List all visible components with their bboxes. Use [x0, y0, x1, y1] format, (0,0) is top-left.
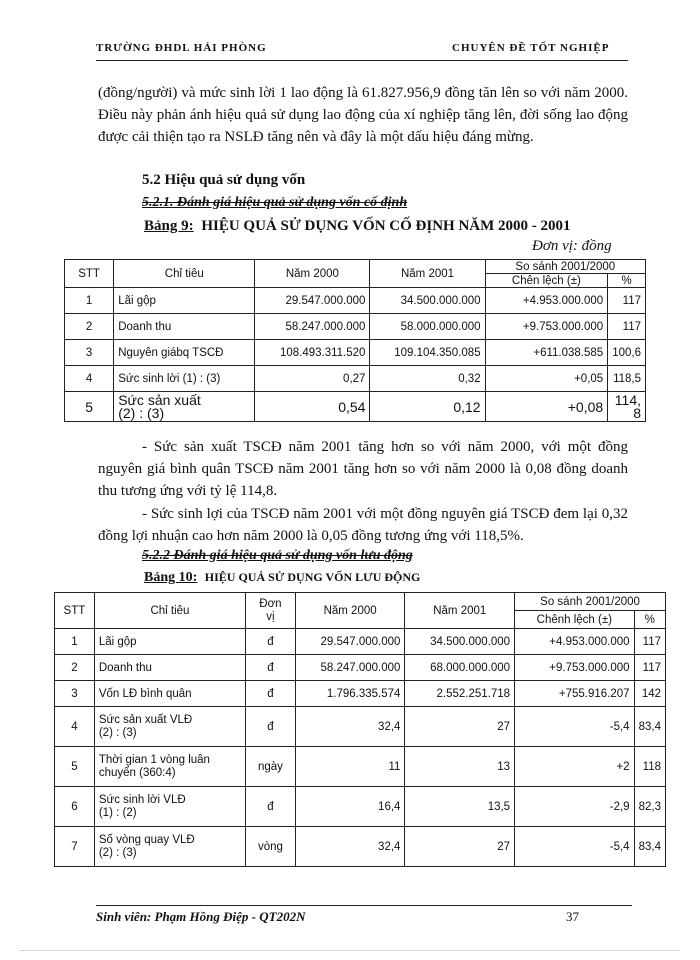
table10-header-indicator: Chỉ tiêu — [94, 593, 245, 629]
cell-indicator-line2: chuyển (360:4) — [98, 766, 176, 779]
table10 — [54, 592, 666, 867]
table-row — [65, 392, 646, 422]
cell-2000: 16,4 — [295, 787, 405, 827]
cell-2000: 0,27 — [255, 366, 370, 392]
table9-header-indicator: Chỉ tiêu — [114, 260, 255, 288]
cell-indicator-line1: Sức sản xuất VLĐ — [98, 713, 193, 726]
table9-caption — [144, 218, 571, 235]
table9-unit: Đơn vị: đồng — [532, 238, 612, 254]
cell-stt: 3 — [55, 681, 95, 707]
cell-pct: 82,3 — [634, 787, 665, 827]
cell-pct: 83,4 — [634, 707, 665, 747]
table10-header-pct: % — [634, 611, 665, 629]
cell-stt: 5 — [65, 392, 114, 422]
cell-stt: 2 — [55, 655, 95, 681]
cell-unit: đ — [246, 707, 296, 747]
cell-indicator: Lãi gộp — [94, 629, 245, 655]
table9-title: HIỆU QUẢ SỬ DỤNG VỐN CỐ ĐỊNH NĂM 2000 - 2001 — [201, 218, 571, 234]
intro-paragraph: (đồng/người) và mức sinh lời 1 lao động là 61.827.956,9 đồng tăn lên so với năm 2000. Điều này phản ánh hiệu quả sử dụng lao động của xí nghiệp tăng lên, đời sống lao động được cải thiện tạo ra NSLĐ tăng nên và đây là một dấu hiệu đáng mừng. — [98, 85, 628, 145]
table10-header-stt: STT — [55, 593, 95, 629]
page-bottom-edge — [20, 950, 680, 951]
cell-indicator-line2: (1) : (2) — [98, 806, 137, 819]
cell-diff: +2 — [515, 747, 634, 787]
header-school: TRƯỜNG ĐHDL HẢI PHÒNG — [96, 42, 267, 54]
table10-header-compare: So sánh 2001/2000 — [515, 593, 666, 611]
cell-unit: vòng — [246, 827, 296, 867]
table10-header-2000: Năm 2000 — [295, 593, 405, 629]
table10-header-unit: Đơn vị — [246, 593, 296, 629]
table-row — [55, 747, 666, 787]
cell-diff: -5,4 — [515, 707, 634, 747]
table9-header-compare: So sánh 2001/2000 — [485, 260, 645, 274]
cell-indicator: Nguyên giábq TSCĐ — [114, 340, 255, 366]
cell-diff: +755.916.207 — [515, 681, 634, 707]
cell-indicator-line2: (2) : (3) — [118, 404, 165, 421]
cell-unit: đ — [246, 629, 296, 655]
cell-stt: 4 — [55, 707, 95, 747]
table-row — [65, 340, 646, 366]
cell-2001: 27 — [405, 827, 515, 867]
cell-pct: 117 — [634, 655, 665, 681]
cell-diff: +9.753.000.000 — [485, 314, 608, 340]
table9-header-stt: STT — [65, 260, 114, 288]
cell-2001: 109.104.350.085 — [370, 340, 485, 366]
table10-header-2001: Năm 2001 — [405, 593, 515, 629]
section-5-2-2-heading: 5.2.2 Đánh giá hiệu quả sử dụng vốn lưu động — [142, 548, 413, 563]
cell-indicator-line1: Số vòng quay VLĐ — [98, 833, 195, 846]
table-row — [55, 655, 666, 681]
footer-divider — [96, 905, 632, 906]
cell-indicator: Lãi gộp — [114, 288, 255, 314]
cell-2000: 32,4 — [295, 827, 405, 867]
cell-2000: 58.247.000.000 — [255, 314, 370, 340]
cell-indicator-line1: Sức sản xuất — [118, 391, 201, 408]
cell-pct: 83,4 — [634, 827, 665, 867]
cell-stt: 1 — [55, 629, 95, 655]
cell-unit: ngày — [246, 747, 296, 787]
cell-indicator: Doanh thu — [94, 655, 245, 681]
cell-pct: 117 — [634, 629, 665, 655]
cell-pct: 118 — [634, 747, 665, 787]
cell-2001: 34.500.000.000 — [405, 629, 515, 655]
table9 — [64, 259, 646, 422]
cell-2001: 13 — [405, 747, 515, 787]
cell-stt: 2 — [65, 314, 114, 340]
table-row — [55, 787, 666, 827]
cell-stt: 5 — [55, 747, 95, 787]
table-row — [55, 681, 666, 707]
cell-unit: đ — [246, 681, 296, 707]
table-row — [65, 366, 646, 392]
table9-header-pct: % — [608, 274, 646, 288]
table-row — [55, 707, 666, 747]
cell-indicator — [94, 707, 245, 747]
table9-label: Bảng 9: — [144, 218, 194, 234]
cell-diff: +4.953.000.000 — [485, 288, 608, 314]
table-row — [65, 314, 646, 340]
cell-indicator-line2: (2) : (3) — [98, 726, 137, 739]
cell-indicator: Sức sinh lời (1) : (3) — [114, 366, 255, 392]
table10-header-diff: Chênh lệch (±) — [515, 611, 634, 629]
cell-2001: 34.500.000.000 — [370, 288, 485, 314]
paragraph-3: - Sức sinh lợi của TSCĐ năm 2001 với một đồng nguyên giá TSCĐ đem lại 0,32 đồng lợi nhuận cao hơn năm 2000 là 0,05 đồng tương ứng với 118,5%. — [98, 506, 628, 544]
cell-pct: 117 — [608, 314, 646, 340]
cell-stt: 4 — [65, 366, 114, 392]
table10-label: Bảng 10: — [144, 570, 198, 585]
table9-header-diff: Chên lệch (±) — [485, 274, 608, 288]
paragraph-2: - Sức sản xuất TSCĐ năm 2001 tăng hơn so với năm 2000, với một đồng nguyên giá bình quân TSCĐ năm 2001 tăng hơn so với năm 2000 là 0,08 đồng doanh thu tương ứng với tỷ lệ 114,8. — [98, 439, 628, 499]
cell-stt: 3 — [65, 340, 114, 366]
section-5-2-1-heading: 5.2.1. Đánh giá hiệu quả sử dụng vốn cố định — [142, 195, 408, 210]
table9-header-2001: Năm 2001 — [370, 260, 485, 288]
cell-diff: +611.038.585 — [485, 340, 608, 366]
cell-indicator — [94, 827, 245, 867]
cell-2000: 11 — [295, 747, 405, 787]
cell-2001: 0,32 — [370, 366, 485, 392]
cell-indicator — [94, 747, 245, 787]
cell-2001: 58.000.000.000 — [370, 314, 485, 340]
section-5-2-heading: 5.2 Hiệu quả sử dụng vốn — [142, 172, 306, 188]
cell-pct: 142 — [634, 681, 665, 707]
header-topic: CHUYÊN ĐỀ TỐT NGHIỆP — [452, 42, 610, 54]
table9-header-2000: Năm 2000 — [255, 260, 370, 288]
cell-2000: 29.547.000.000 — [295, 629, 405, 655]
page-number: 37 — [566, 909, 579, 924]
cell-pct: 100,6 — [608, 340, 646, 366]
cell-indicator-line2: (2) : (3) — [98, 846, 137, 859]
cell-stt: 6 — [55, 787, 95, 827]
cell-2000: 1.796.335.574 — [295, 681, 405, 707]
cell-indicator: Vốn LĐ bình quân — [94, 681, 245, 707]
cell-stt: 7 — [55, 827, 95, 867]
table-row — [55, 827, 666, 867]
cell-unit: đ — [246, 655, 296, 681]
cell-pct: 117 — [608, 288, 646, 314]
cell-diff: -2,9 — [515, 787, 634, 827]
table-row — [65, 288, 646, 314]
cell-diff: +0,08 — [485, 392, 608, 422]
table-row — [55, 629, 666, 655]
cell-2000: 0,54 — [255, 392, 370, 422]
cell-diff: -5,4 — [515, 827, 634, 867]
table10-title: HIỆU QUẢ SỬ DỤNG VỐN LƯU ĐỘNG — [204, 570, 421, 584]
cell-pct: 118,5 — [608, 366, 646, 392]
cell-2001: 27 — [405, 707, 515, 747]
cell-2000: 58.247.000.000 — [295, 655, 405, 681]
cell-diff: +0,05 — [485, 366, 608, 392]
cell-2000: 108.493.311.520 — [255, 340, 370, 366]
cell-indicator — [94, 787, 245, 827]
cell-2001: 2.552.251.718 — [405, 681, 515, 707]
cell-diff: +4.953.000.000 — [515, 629, 634, 655]
cell-stt: 1 — [65, 288, 114, 314]
cell-2001: 68.000.000.000 — [405, 655, 515, 681]
cell-2000: 32,4 — [295, 707, 405, 747]
cell-2000: 29.547.000.000 — [255, 288, 370, 314]
cell-indicator-line1: Sức sinh lời VLĐ — [98, 793, 186, 806]
cell-unit: đ — [246, 787, 296, 827]
cell-diff: +9.753.000.000 — [515, 655, 634, 681]
cell-indicator-line1: Thời gian 1 vòng luân — [98, 753, 210, 766]
footer-student: Sinh viên: Phạm Hồng Điệp - QT202N — [96, 909, 306, 924]
header-divider — [96, 60, 628, 61]
cell-2001: 13,5 — [405, 787, 515, 827]
cell-pct: 114,8 — [608, 392, 646, 422]
table10-caption — [144, 570, 420, 586]
cell-indicator — [114, 392, 255, 422]
cell-indicator: Doanh thu — [114, 314, 255, 340]
cell-2001: 0,12 — [370, 392, 485, 422]
